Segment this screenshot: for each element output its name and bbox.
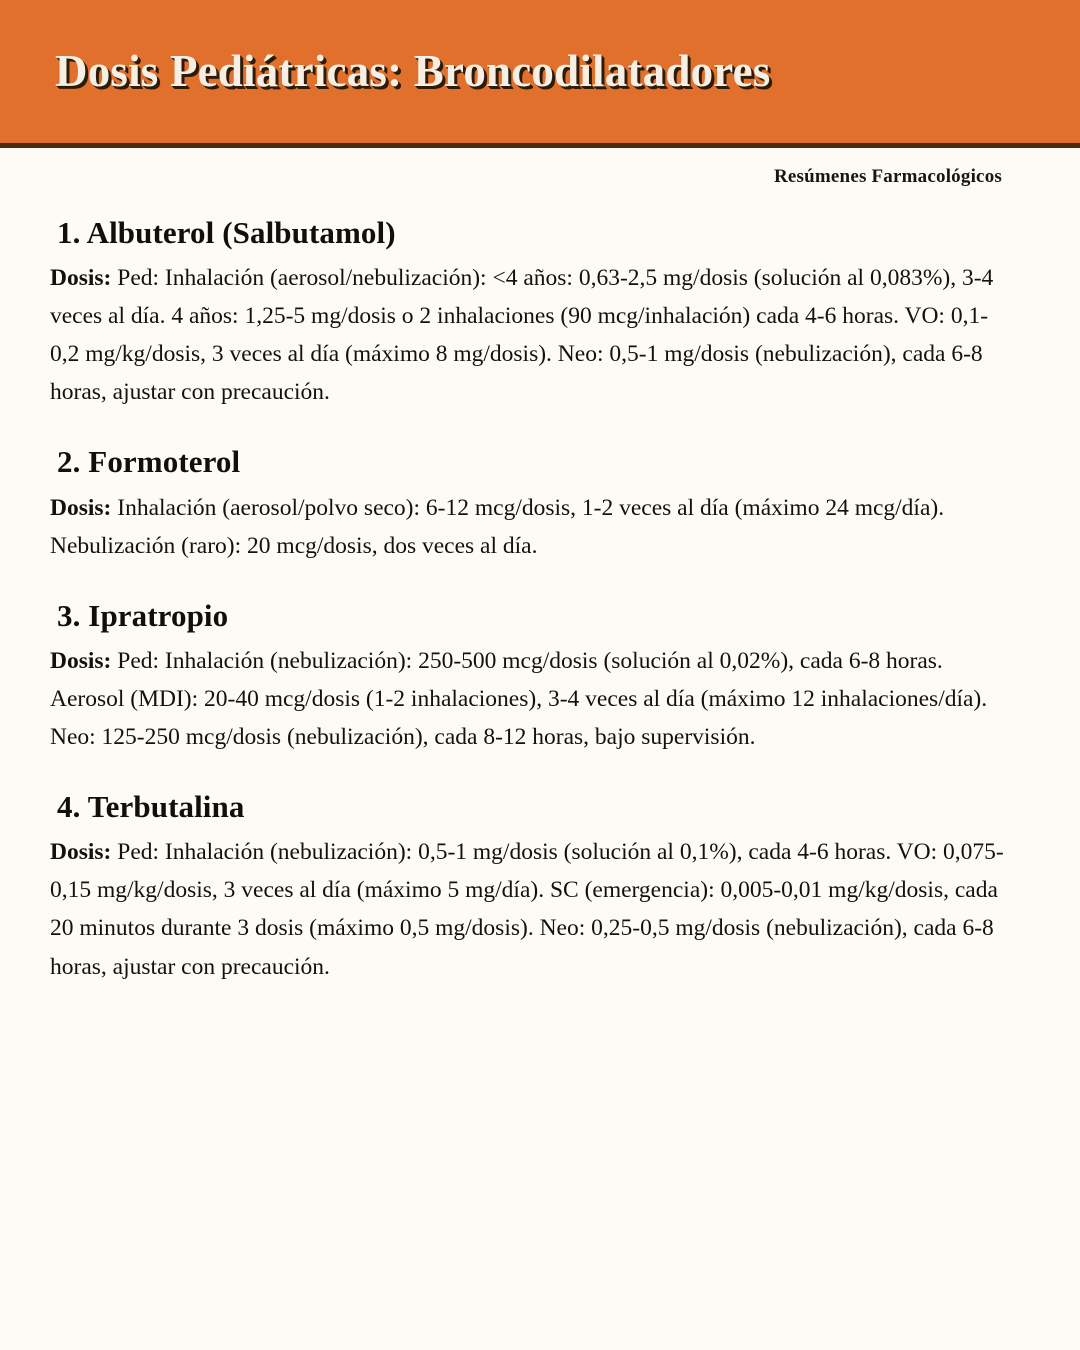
page-title: Dosis Pediátricas: Broncodilatadores: [55, 45, 771, 96]
header-banner: [0, 0, 1080, 148]
drug-dosage-paragraph: [50, 259, 1008, 411]
drug-title: 2. Formoterol: [57, 444, 241, 480]
drug-section: [50, 443, 1008, 564]
dosage-text: Ped: Inhalación (aerosol/nebulización): <4 años: 0,63-2,5 mg/dosis (solución al 0,083%), 3-4 veces al día. 4 años: 1,25-5 mg/dosis o 2 inhalaciones (90 mcg/inhalación) cada 4-6 horas. VO: 0,1-0,2 mg/kg/dosis, 3 veces al día (máximo 8 mg/dosis). Neo: 0,5-1 mg/dosis (nebulización), cada 6-8 horas, ajustar con precaución.: [50, 265, 994, 406]
dosage-label: Dosis:: [50, 839, 112, 866]
drug-dosage-paragraph: [50, 489, 1008, 565]
drug-section: [50, 597, 1008, 756]
drug-section: [50, 788, 1008, 985]
drug-dosage-paragraph: [50, 642, 1008, 756]
collection-label: Resúmenes Farmacológicos: [773, 166, 1002, 187]
dosage-text: Ped: Inhalación (nebulización): 250-500 mcg/dosis (solución al 0,02%), cada 6-8 horas. Aerosol (MDI): 20-40 mcg/dosis (1-2 inhalaciones), 3-4 veces al día (máximo 12 inhalaciones/día). Neo: 125-250 mcg/dosis (nebulización), cada 8-12 horas, bajo supervisión.: [50, 647, 988, 751]
dosage-label: Dosis:: [50, 265, 112, 292]
content-area: [0, 188, 1080, 986]
dosage-text: Inhalación (aerosol/polvo seco): 6-12 mcg/dosis, 1-2 veces al día (máximo 24 mcg/día). Nebulización (raro): 20 mcg/dosis, dos veces al día.: [50, 494, 945, 559]
drug-dosage-paragraph: [50, 833, 1008, 985]
subheader-bar: [0, 148, 1080, 188]
drug-title: 4. Terbutalina: [57, 789, 245, 825]
dosage-label: Dosis:: [50, 494, 112, 521]
dosage-text: Ped: Inhalación (nebulización): 0,5-1 mg/dosis (solución al 0,1%), cada 4-6 horas. VO: 0,075-0,15 mg/kg/dosis, 3 veces al día (máximo 5 mg/día). SC (emergencia): 0,005-0,01 mg/kg/dosis, cada 20 minutos durante 3 dosis (máximo 0,5 mg/dosis). Neo: 0,25-0,5 mg/dosis (nebulización), cada 6-8 horas, ajustar con precaución.: [50, 839, 1004, 980]
drug-section: [50, 214, 1008, 411]
dosage-label: Dosis:: [50, 647, 112, 674]
drug-title: 3. Ipratropio: [57, 597, 229, 633]
drug-title: 1. Albuterol (Salbutamol): [57, 215, 396, 250]
